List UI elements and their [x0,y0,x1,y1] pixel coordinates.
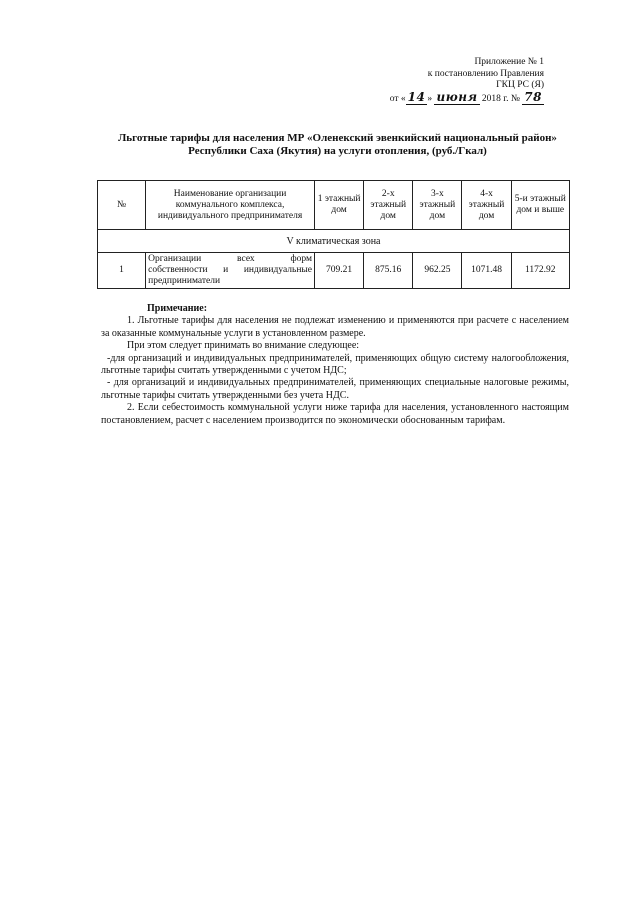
notes-label: Примечание: [147,303,208,314]
appendix-reference: к постановлению Правления [427,68,544,79]
header-4-floor: 4-х этажный дом [462,181,511,230]
header-2-floor: 2-х этажный дом [364,181,413,230]
document-title [100,132,575,158]
value-2-floor: 875.16 [364,253,413,289]
value-1-floor: 709.21 [315,253,364,289]
climate-zone-row [98,230,570,253]
handwritten-number: 78 [524,89,542,104]
value-5-floor: 1172.92 [511,253,569,289]
title-line-2: Республики Саха (Якутия) на услуги отопления, (руб./Гкал) [188,145,487,157]
date-year: 2018 г. № [481,93,520,104]
notes-section [101,303,569,427]
date-mid: » [427,93,433,104]
table-row [98,253,570,289]
header-3-floor: 3-х этажный дом [413,181,462,230]
note-2: 2. Если себестоимость коммунальной услуги ниже тарифа для населения, установленного настоящим постановлением, расчет с населением производится по экономически обоснованным тарифам. [101,402,569,426]
table-header-row [98,181,570,230]
value-4-floor: 1071.48 [462,253,511,289]
appendix-title: Приложение № 1 [474,57,544,67]
appendix-header [390,57,544,105]
note-general-tax: -для организаций и индивидуальных предпринимателей, применяющих общую систему налогообложения, льготные тарифы считать утвержденными с учетом НДС; [101,352,569,377]
value-3-floor: 962.25 [413,253,462,289]
handwritten-month: июня [436,89,478,104]
row-number: 1 [98,253,146,289]
note-intro: При этом следует принимать во внимание следующее: [127,340,360,352]
org-name-line-1: Организации всех форм [148,254,313,264]
title-line-1: Льготные тарифы для населения МР «Оленекский эвенкийский национальный район» [118,132,557,144]
header-5-floor: 5-и этажный дом и выше [511,181,569,230]
row-organization-name [146,253,315,289]
note-1: 1. Льготные тарифы для населения не подлежат изменению и применяются при расчете с населением за оказанные коммунальные услуги в установленном размере. [101,315,569,339]
header-1-floor: 1 этажный дом [315,181,364,230]
appendix-date-line [389,89,544,106]
date-prefix: от « [389,93,406,104]
handwritten-day: 14 [407,89,426,104]
appendix-organization: ГКЦ РС (Я) [496,80,544,90]
note-special-tax: - для организаций и индивидуальных предпринимателей, применяющих специальные налоговые режимы, льготные тарифы считать утвержденными без учета НДС. [101,377,569,401]
org-name-line-2: собственности и индивидуальные [148,265,313,275]
org-name-line-3: предприниматели [148,276,221,286]
climate-zone-label: V климатическая зона [98,230,570,253]
header-organization-name: Наименование организации коммунального комплекса, индивидуального предпринимателя [146,181,315,230]
tariffs-table [97,180,570,289]
header-number: № [98,181,146,230]
